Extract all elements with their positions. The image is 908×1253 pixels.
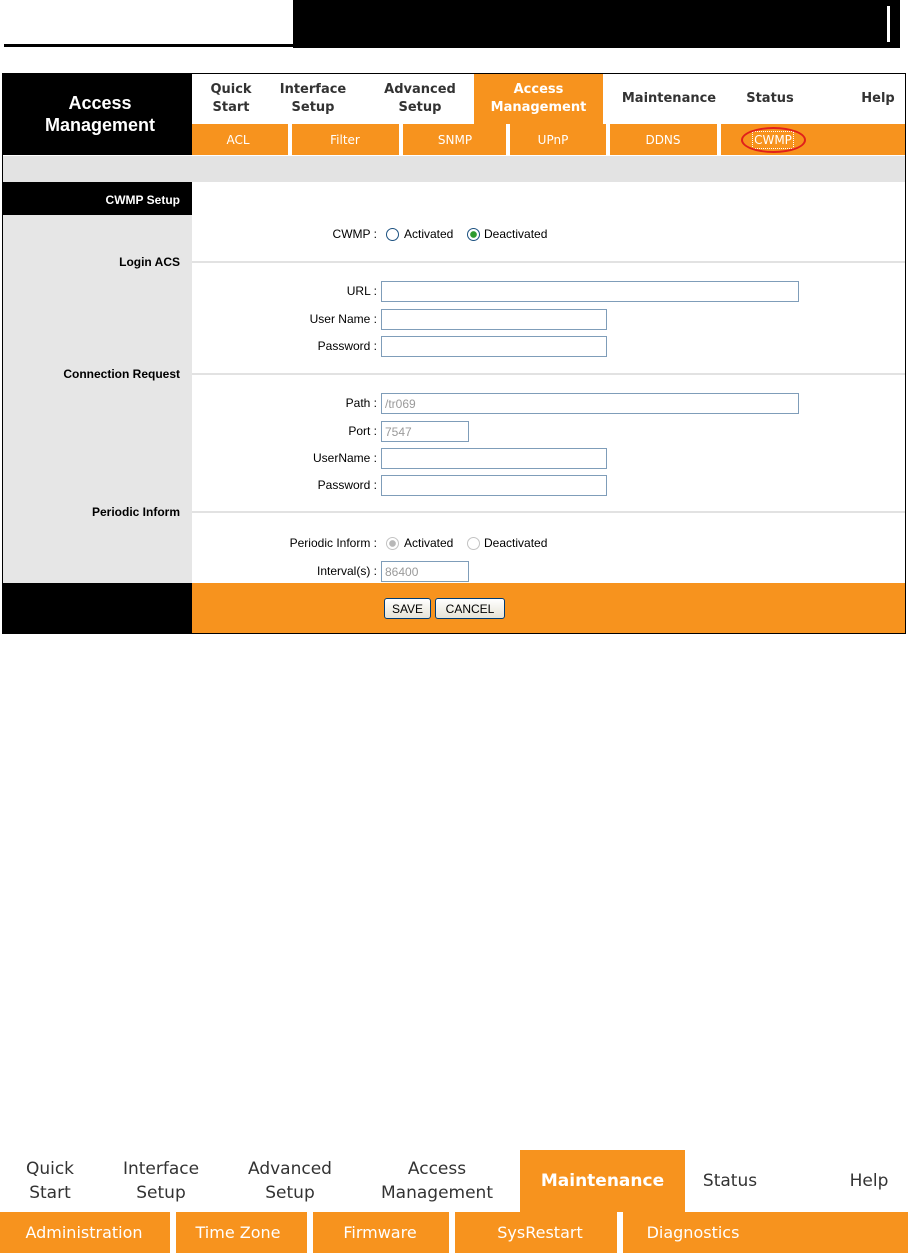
path-label: Path :	[345, 396, 377, 410]
page-header-bar	[293, 0, 900, 48]
cr-password-input[interactable]	[381, 475, 607, 496]
tab-quick-start[interactable]: Quick Start	[25, 1159, 75, 1203]
subtab-separator	[717, 124, 721, 155]
periodic-inform-label: Periodic Inform :	[289, 536, 377, 550]
page-header-divider	[887, 6, 890, 42]
tab-status[interactable]: Status	[702, 1171, 758, 1191]
interval-input[interactable]	[381, 561, 469, 582]
port-input[interactable]	[381, 421, 469, 442]
subtab-separator	[606, 124, 610, 155]
section-periodic-inform: Periodic Inform	[91, 505, 180, 519]
acs-password-label: Password :	[317, 339, 377, 353]
tab-help[interactable]: Help	[849, 1171, 889, 1191]
panel-title: Access Management	[2, 73, 192, 155]
periodic-activated-label: Activated	[404, 536, 454, 550]
section-divider	[192, 373, 906, 375]
subtab-separator	[617, 1212, 623, 1253]
url-input[interactable]	[381, 281, 799, 302]
tab-access-management[interactable]: Access Management	[474, 73, 603, 124]
subtab-separator	[307, 1212, 313, 1253]
acs-username-label: User Name :	[309, 312, 377, 326]
cwmp-label: CWMP :	[332, 227, 377, 241]
cr-password-label: Password :	[317, 478, 377, 492]
cr-username-input[interactable]	[381, 448, 607, 469]
section-divider	[192, 261, 906, 263]
subtab-snmp[interactable]: SNMP	[437, 132, 473, 147]
cwmp-activated-label: Activated	[404, 227, 454, 241]
section-login-acs: Login ACS	[119, 255, 180, 269]
cwmp-activated-radio[interactable]	[386, 228, 399, 241]
section-cwmp-setup: CWMP Setup	[105, 193, 180, 207]
subtab-firmware[interactable]: Firmware	[343, 1223, 417, 1242]
periodic-deactivated-radio[interactable]	[467, 537, 480, 550]
cwmp-deactivated-radio[interactable]	[467, 228, 480, 241]
subtab-cwmp[interactable]	[733, 124, 813, 155]
page-header-rule	[4, 44, 293, 47]
tab-maintenance[interactable]: Maintenance	[621, 90, 717, 106]
form-area	[192, 182, 906, 583]
acs-username-input[interactable]	[381, 309, 607, 330]
path-input[interactable]	[381, 393, 799, 414]
periodic-activated-radio[interactable]	[386, 537, 399, 550]
footer-bar	[192, 583, 906, 634]
subtab-acl[interactable]: ACL	[226, 132, 250, 147]
url-label: URL :	[346, 284, 377, 298]
subtab-separator	[288, 124, 292, 155]
tab-advanced-setup[interactable]: Advanced Setup	[248, 1159, 332, 1203]
tab-status[interactable]: Status	[746, 90, 794, 106]
subtab-separator	[170, 1212, 176, 1253]
subtab-upnp[interactable]: UPnP	[537, 132, 569, 147]
subtab-separator	[506, 124, 510, 155]
save-button[interactable]: SAVE	[384, 598, 431, 619]
port-label: Port :	[348, 424, 377, 438]
periodic-deactivated-label: Deactivated	[484, 536, 548, 550]
tab-advanced-setup[interactable]: Advanced Setup	[384, 81, 456, 115]
tab-access-management[interactable]: Access Management	[381, 1159, 493, 1203]
tab-help[interactable]: Help	[861, 90, 895, 106]
section-divider	[192, 511, 906, 513]
cwmp-deactivated-label: Deactivated	[484, 227, 548, 241]
tab-quick-start[interactable]: Quick Start	[210, 81, 252, 115]
acs-password-input[interactable]	[381, 336, 607, 357]
cancel-button[interactable]: CANCEL	[435, 598, 505, 619]
subtab-filter[interactable]: Filter	[330, 132, 360, 147]
section-connection-request: Connection Request	[63, 367, 180, 381]
subtab-diagnostics[interactable]: Diagnostics	[646, 1223, 740, 1242]
tab-maintenance[interactable]: Maintenance	[520, 1150, 685, 1212]
subtab-administration[interactable]: Administration	[25, 1223, 143, 1242]
tab-interface-setup[interactable]: Interface Setup	[279, 81, 347, 115]
subtab-separator	[399, 124, 403, 155]
subtab-time-zone[interactable]: Time Zone	[195, 1223, 281, 1242]
subtab-separator	[449, 1212, 455, 1253]
subtab-ddns[interactable]: DDNS	[645, 132, 681, 147]
subtab-sysrestart[interactable]: SysRestart	[497, 1223, 583, 1242]
footer-left	[2, 583, 192, 634]
subtab-cwmp-label: CWMP	[754, 132, 792, 147]
interval-label: Interval(s) :	[316, 564, 377, 578]
sidebar	[2, 215, 192, 583]
cr-username-label: UserName :	[312, 451, 377, 465]
tab-interface-setup[interactable]: Interface Setup	[122, 1159, 200, 1203]
spacer-band	[2, 156, 906, 182]
